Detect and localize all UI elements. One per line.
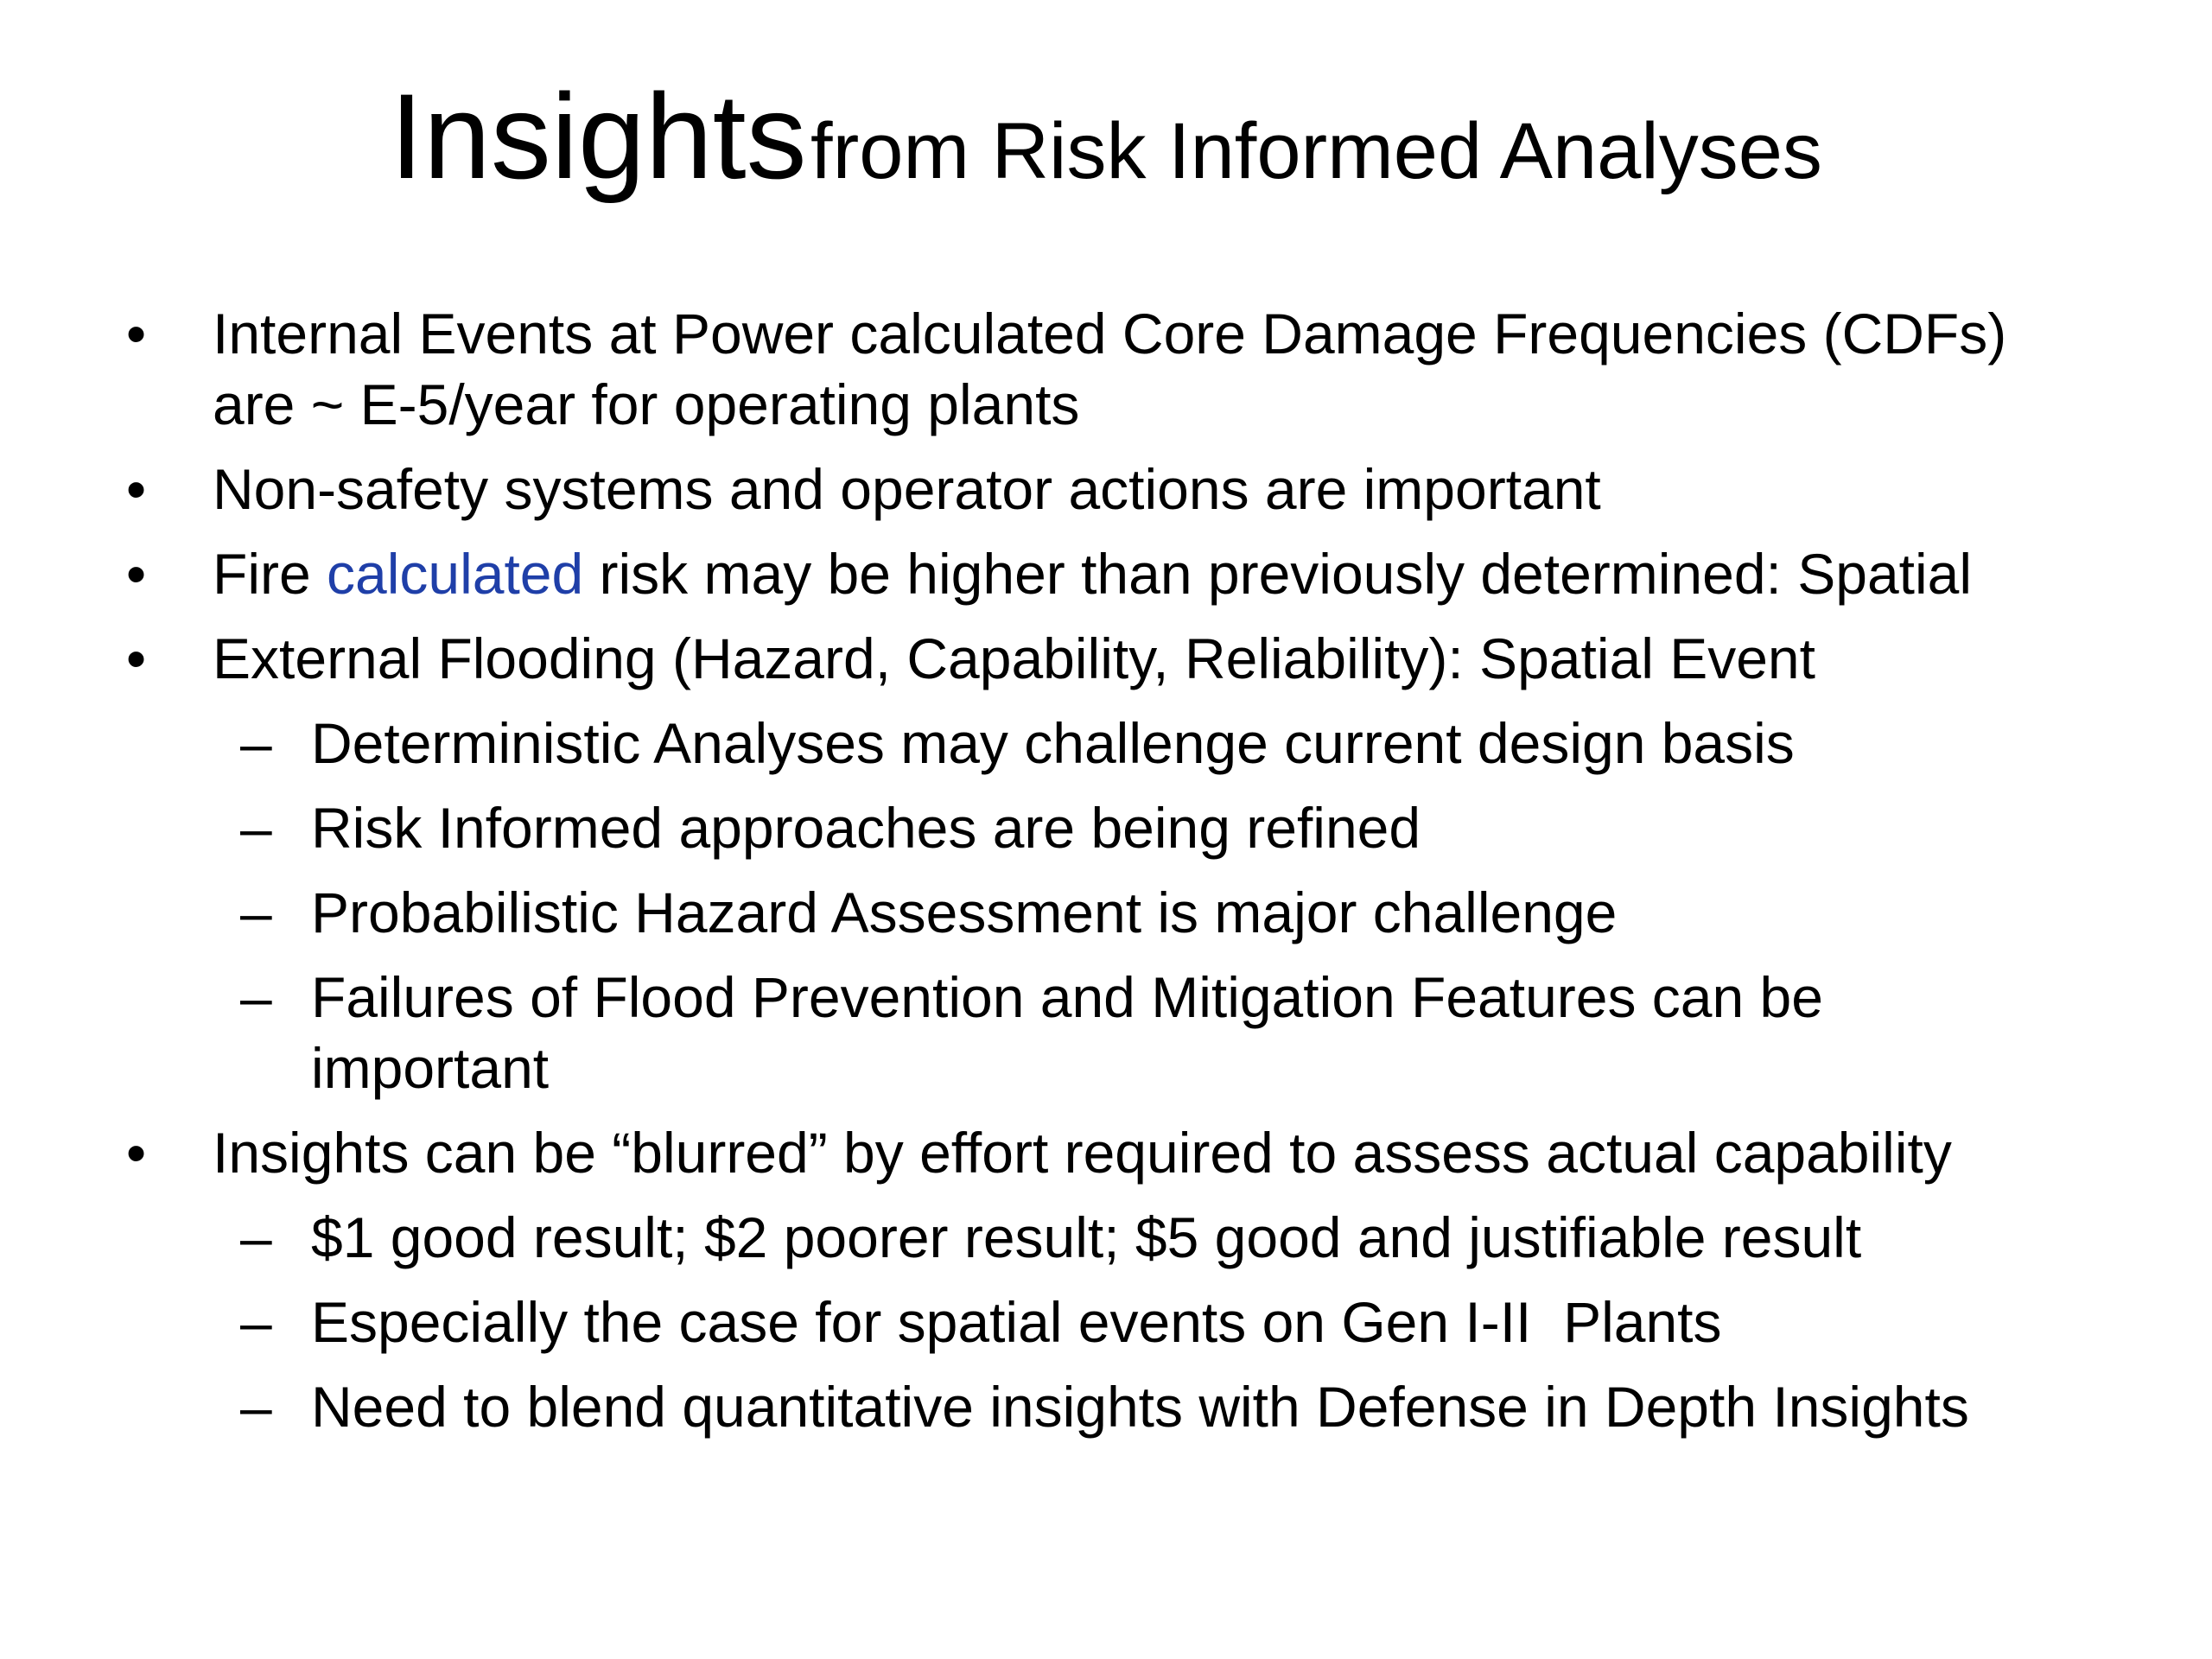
bullet-text-after: risk may be higher than previously determined: Spatial <box>583 542 1973 606</box>
sub-bullet-text: Risk Informed approaches are being refined <box>311 796 1421 860</box>
bullet-item-4 <box>0 623 2212 694</box>
bullet-item-5 <box>0 1117 2212 1188</box>
bullet-item-1 <box>0 298 2212 369</box>
sub-bullet-item <box>0 962 2212 1033</box>
sub-bullet-text: Failures of Flood Prevention and Mitigation Features can be <box>311 965 1823 1029</box>
dash-marker: – <box>240 880 272 944</box>
sub-bullet-item <box>0 1371 2212 1442</box>
bullet-text-before: Fire <box>213 542 327 606</box>
bullet-marker: • <box>126 457 147 521</box>
sub-bullet-text: Probabilistic Hazard Assessment is major challenge <box>311 880 1618 944</box>
dash-marker: – <box>240 965 272 1029</box>
sub-bullet-text: Need to blend quantitative insights with Defense in Depth Insights <box>311 1375 1969 1439</box>
bullet-marker: • <box>126 302 147 365</box>
sub-bullet-item-continued <box>0 1033 2212 1103</box>
bullet-text: Internal Events at Power calculated Core Damage Frequencies (CDFs) <box>213 302 2007 365</box>
dash-marker: – <box>240 1375 272 1439</box>
dash-marker: – <box>240 796 272 860</box>
bullet-text: External Flooding (Hazard, Capability, Reliability): Spatial Event <box>213 626 1815 690</box>
dash-marker: – <box>240 711 272 775</box>
sub-bullet-item <box>0 877 2212 948</box>
sub-bullet-text: $1 good result; $2 poorer result; $5 good and justifiable result <box>311 1205 1862 1269</box>
bullet-marker: • <box>126 1121 147 1185</box>
sub-bullet-text: Deterministic Analyses may challenge current design basis <box>311 711 1795 775</box>
bullet-item-2 <box>0 454 2212 524</box>
bullet-marker: • <box>126 626 147 690</box>
title-main: Insights <box>390 68 807 204</box>
sub-bullet-item <box>0 1287 2212 1357</box>
sub-bullet-text: important <box>311 1036 550 1100</box>
sub-bullet-item <box>0 792 2212 863</box>
sub-bullet-item <box>0 1202 2212 1273</box>
sub-bullet-text: Especially the case for spatial events on Gen I-II Plants <box>311 1290 1722 1354</box>
bullet-marker: • <box>126 542 147 606</box>
title-sub: from Risk Informed Analyses <box>810 107 1822 195</box>
bullet-item-3 <box>0 538 2212 609</box>
bullet-text: Insights can be “blurred” by effort required to assess actual capability <box>213 1121 1952 1185</box>
bullet-item-1-continued <box>0 369 2212 440</box>
dash-marker: – <box>240 1290 272 1354</box>
bullet-list <box>0 298 2212 1442</box>
highlighted-word: calculated <box>327 542 584 606</box>
slide-title <box>0 68 2212 204</box>
sub-bullet-item <box>0 708 2212 779</box>
bullet-text: are ~ E-5/year for operating plants <box>213 372 1080 436</box>
dash-marker: – <box>240 1205 272 1269</box>
bullet-text: Non-safety systems and operator actions are important <box>213 457 1601 521</box>
